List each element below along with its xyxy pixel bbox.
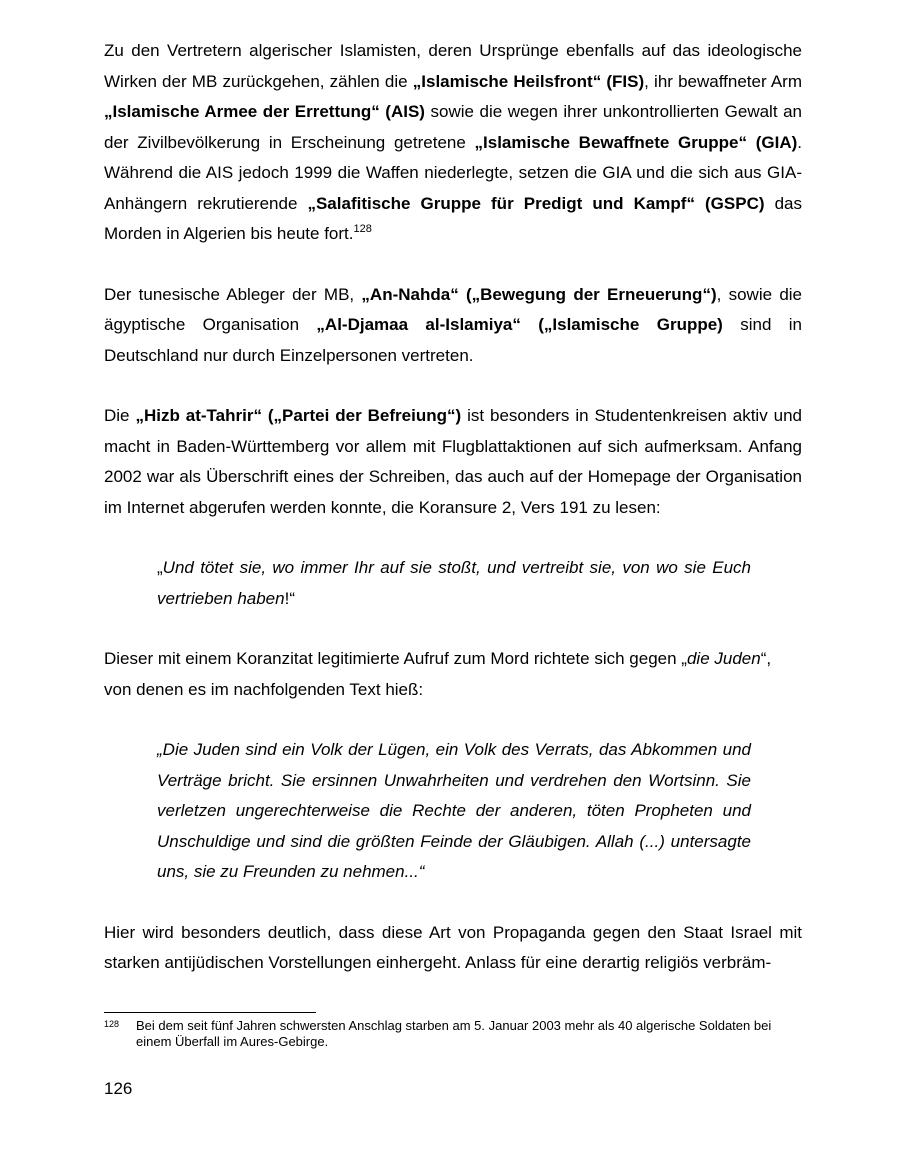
paragraph-algerian-islamists [104, 36, 802, 250]
text-run: sind in Deutschland nur durch Einzelpersonen vertreten. [104, 315, 803, 365]
footnote-number: 128 [104, 1019, 120, 1029]
text-run: , ihr bewaffneter Arm [644, 71, 803, 91]
text-run: “, von denen es im nachfolgenden Text hieß: [104, 649, 772, 699]
footnote-reference[interactable]: 128 [353, 223, 372, 235]
paragraph-hizb-at-tahrir [104, 401, 802, 523]
text-run: Zu den Vertretern algerischer Islamisten, deren Ursprünge ebenfalls auf das ideologische Wirken der MB zurückgehen, zählen die [104, 41, 802, 91]
text-run: das Morden in Algerien bis heute fort. [104, 193, 802, 243]
footnote-divider [104, 1012, 316, 1013]
quote-propaganda-text: „Die Juden sind ein Volk der Lügen, ein Volk des Verrats, das Abkommen und Verträge bricht. Sie ersinnen Unwahrheiten und verdrehen den Wortsinn. Sie verletzen ungerechterweise die Rechte der anderen, töten Propheten und Unschuldige und sind die größten Feinde der Gläubigen. Allah (...) untersagte uns, sie zu Freunden zu nehmen...“ [157, 740, 751, 881]
emphasis-die-juden: die Juden [686, 649, 761, 668]
org-fis: „Islamische Heilsfront“ (FIS) [412, 71, 645, 91]
org-ais: „Islamische Armee der Errettung“ (AIS) [104, 102, 425, 121]
page-body [104, 36, 802, 979]
org-gspc: „Salafitische Gruppe für Predigt und Kampf“ (GSPC) [307, 193, 765, 213]
paragraph-tunisian-offshoot [104, 280, 802, 372]
paragraph-propaganda-conclusion: Hier wird besonders deutlich, dass diese Art von Propaganda gegen den Staat Israel mit starken antijüdischen Vorstellungen einhergeht. Anlass für eine derartig religiös verbräm- [104, 922, 802, 972]
text-run: ist besonders in Studentenkreisen aktiv und macht in Baden-Württemberg vor allem mit Flugblattaktionen auf sich aufmerksam. Anfang 2002 war als Überschrift eines der Schreiben, das auch auf der Homepage der Organisation im Internet abgerufen werden konnte, die Koransure 2, Vers 191 zu lesen: [104, 406, 803, 517]
quote-open-mark: „ [157, 558, 163, 577]
text-run: . Während die AIS jedoch 1999 die Waffen niederlegte, setzen die GIA und die sich aus GIA-Anhängern rekrutierende [104, 132, 802, 213]
text-run: Die [104, 406, 136, 425]
org-hizb-at-tahrir: „Hizb at-Tahrir“ („Partei der Befreiung“) [135, 406, 462, 425]
org-al-djamaa: „Al-Djamaa al-Islamiya“ („Islamische Gruppe) [316, 315, 723, 334]
page-number: 126 [104, 1079, 133, 1098]
quote-text: Und tötet sie, wo immer Ihr auf sie stoßt, und vertreibt sie, von wo sie Euch vertrieben haben [157, 558, 751, 608]
footnote-text: Bei dem seit fünf Jahren schwersten Anschlag starben am 5. Januar 2003 mehr als 40 algerische Soldaten bei einem Überfall im Aures-Gebirge. [136, 1018, 772, 1049]
text-run: , sowie die ägyptische Organisation [104, 284, 802, 334]
quote-koran-verse [157, 553, 751, 614]
text-run: Dieser mit einem Koranzitat legitimierte Aufruf zum Mord richtete sich gegen „ [104, 649, 687, 668]
org-an-nahda: „An-Nahda“ („Bewegung der Erneuerung“) [361, 284, 717, 304]
text-run: Der tunesische Ableger der MB, [104, 284, 362, 304]
org-gia: „Islamische Bewaffnete Gruppe“ (GIA) [474, 132, 798, 152]
paragraph-call-to-murder [104, 644, 802, 705]
text-run: sowie die wegen ihrer unkontrollierten Gewalt an der Zivilbevölkerung in Erscheinung getretene [104, 102, 802, 152]
footnote [104, 1018, 802, 1050]
quote-close-mark: !“ [284, 588, 295, 608]
